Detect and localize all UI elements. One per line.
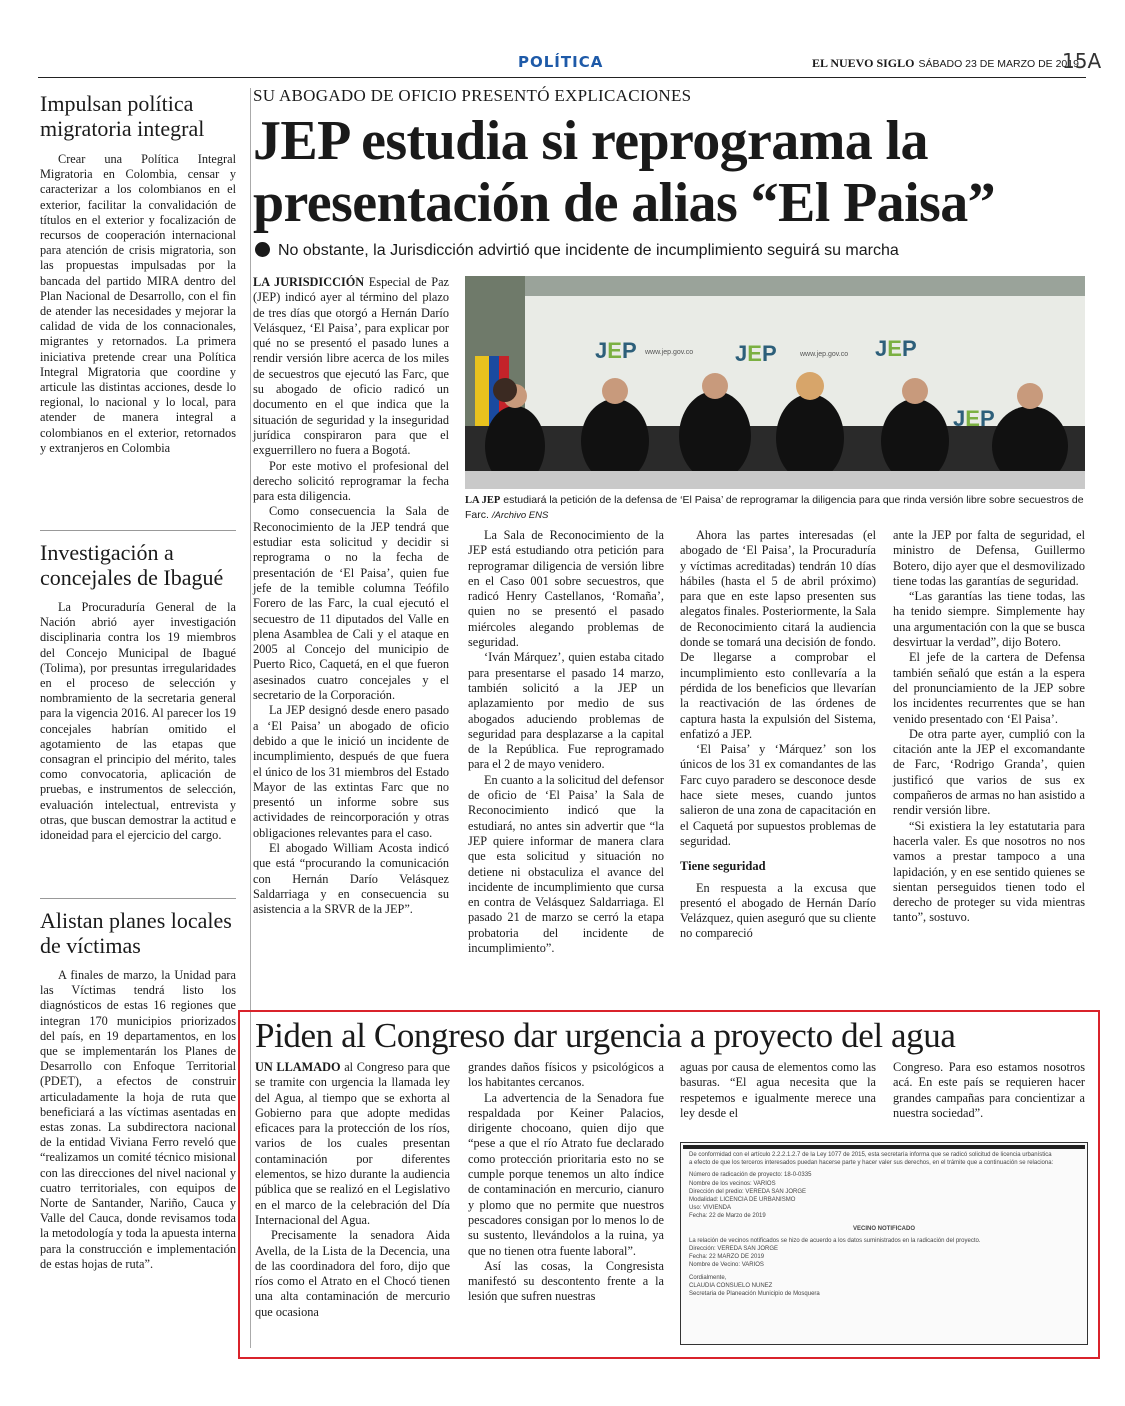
article-column-1 <box>253 275 449 917</box>
svg-text:JEP: JEP <box>953 406 995 431</box>
bullet-icon <box>255 242 270 257</box>
masthead <box>812 56 1079 71</box>
brief-title: Impulsan política migratoria integral <box>40 91 205 141</box>
paragraph: En cuanto a la solicitud del defensor de oficio de ‘El Paisa’ la Sala de Reconocimiento indicó que la estudiará, no antes sin advertir que “la JEP quiere informar de manera clara que esta solicitud y situación no detiene ni obstaculiza el avance del incidente de incumplimiento que cursa en contra de Velásquez Saldarriaga. El pasado 21 de marzo se cerró la etapa probatoria del incidente de incumplimiento”. <box>468 772 664 956</box>
section-label: POLÍTICA <box>518 53 604 71</box>
paragraph: Precisamente la senadora Aida Avella, de la Lista de la Decencia, una de las coordinadora del foro, dijo que ríos como el Atrato en el Chocó tienen una alta contaminación de mercurio que ocasiona <box>255 1228 450 1319</box>
notice-line: Número de radicación de proyecto: 18-0-0335 <box>689 1172 812 1179</box>
paragraph-text: Especial de Paz (JEP) indicó ayer al término del plazo de tres días que otorgó a Hernán Darío Velásquez, ‘El Paisa’, para explicar por qué no se presentó el pasado lunes a rendir versión libre acerca de los miles de secuestros que ejecutó las Farc, que su abogado de oficio radicó un documento en el que indica que la situación de seguridad y la inseguridad jurídica conspiraron para que el exguerrillero no fuera a Bogotá. <box>253 275 449 458</box>
notice-line: La relación de vecinos notificados se hizo de acuerdo a los datos suministrados en la radicación del proyecto. <box>689 1237 981 1244</box>
brief-title: Investigación a concejales de Ibagué <box>40 540 224 590</box>
paragraph: ‘El Paisa’ y ‘Márquez’ son los únicos de los 31 ex comandantes de las Farc cuyo paradero se desconoce desde hace siete meses, cuando juntos salieron de una zona de capacitación en el Caquetá por supuestos problemas de seguridad. <box>680 742 876 848</box>
svg-text:www.jep.gov.co: www.jep.gov.co <box>645 349 694 356</box>
paragraph: El abogado William Acosta indicó que está “procurando la comunicación con Hernán Darío Velásquez Saldarriaga y en consecuencia su asistencia a la SRVR de la JEP”. <box>253 840 449 917</box>
brief-title: Alistan planes locales de víctimas <box>40 908 232 958</box>
paragraph: La Sala de Reconocimiento de la JEP está estudiando otra petición para reprogramar diligencia de versión libre en el Caso 001 sobre secuestros, que radicó Henry Castellanos, ‘Romaña’, quien no se presentó el pasado miércoles alegando problemas de seguridad. <box>468 528 664 650</box>
lead-in: LA JURISDICCIÓN <box>253 275 365 289</box>
paragraph <box>255 1060 450 1228</box>
notice-line: Dirección del predio: VEREDA SAN JORGE <box>689 1188 807 1195</box>
article-column-3 <box>680 528 876 942</box>
notice-line: Cordialmente, <box>689 1274 727 1281</box>
svg-text:JEP: JEP <box>875 336 917 361</box>
notice-line: Nombre de Vecino: VARIOS <box>689 1262 764 1269</box>
notice-line: Dirección: VEREDA SAN JORGE <box>689 1246 779 1253</box>
notice-bar <box>683 1145 1085 1149</box>
paragraph: ‘Iván Márquez’, quien estaba citado para presentarse el pasado 14 marzo, también solicitó a la JEP un aplazamiento por medio de sus abogados aduciendo problemas de seguridad para desplazarse a la capital de la República. Fue reprogramado para el 2 de mayo venidero. <box>468 650 664 772</box>
header-rule <box>38 77 1086 78</box>
paragraph: Así las cosas, la Congresista manifestó su descontento frente a la lesión que sufren nuestras <box>468 1258 664 1304</box>
second-headline: Piden al Congreso dar urgencia a proyecto del agua <box>255 1016 956 1055</box>
notice-line: Fecha: 22 MARZO DE 2019 <box>689 1254 765 1261</box>
caption-lead: LA JEP <box>465 495 501 506</box>
photo-caption <box>465 493 1085 523</box>
notice-line: Uso: VIVIENDA <box>689 1205 732 1212</box>
brief-text: Crear una Política Integral Migratoria en Colombia, censar y caracterizar a los colombianos en el exterior, facilitar la convalidación de títulos en el exterior y focalización de recursos de cooperación internacional para atención de crisis migratoria, son las propuestas impulsadas por la bancada del partido MIRA dentro del Plan Nacional de Desarrollo, con el fin de atender las necesidades y mejorar la calidad de vida de los connacionales, migrantes y retornados. La primera iniciativa pretende crear una Política Integral Migratoria que coordine y articule las distintas acciones, desde lo regional, lo nacional y lo local, para atender de manera integral a colombianos en el exterior, retornados y extranjeros en Colombia <box>40 152 236 455</box>
subheading: Tiene seguridad <box>680 859 766 874</box>
edition-date: SÁBADO 23 DE MARZO DE 2019 <box>918 58 1079 70</box>
paragraph: La JEP designó desde enero pasado a ‘El Paisa’ un abogado de oficio debido a que le inició un incidente de incumplimiento, después de que fuera el único de los 31 miembros del Estado Mayor de las extintas Farc que no presentó un informe sobre sus actividades de reincorporación y otras obligaciones relevantes para el caso. <box>253 703 449 840</box>
paragraph: En respuesta a la excusa que presentó el abogado de Hernán Darío Velázquez, quien aseguró que su cliente no compareció <box>680 880 876 941</box>
article-column-4 <box>893 528 1085 926</box>
page-number: 15A <box>1062 49 1102 73</box>
brief-divider <box>40 898 236 899</box>
paragraph-text: al Congreso para que se tramite con urgencia la llamada ley del Agua, al tiempo que se exhorta al Gobierno para que adopte medidas eficaces para la protección de los ríos, varios de los cuales presentan contaminación por diferentes elementos, se hizo durante la audiencia pública que se realizó en el Legislativo en el marco de la celebración del Día Internacional del Agua. <box>255 1060 450 1227</box>
second-column-1 <box>255 1060 450 1320</box>
paragraph: aguas por causa de elementos como las basuras. “El agua necesita que la respetemos e igualmente merece una ley desde el <box>680 1060 876 1120</box>
lead-in: UN LLAMADO <box>255 1060 341 1074</box>
paragraph: De otra parte ayer, cumplió con la citación ante la JEP el excomandante de Farc, ‘Rodrigo Granda’, quien justificó que varios de sus ex compañeros de armas no han asistido a rendir versión libre. <box>893 726 1085 818</box>
article-column-2 <box>468 528 664 956</box>
notice-line: Modalidad: LICENCIA DE URBANISMO <box>689 1197 796 1204</box>
notice-body <box>681 1151 1087 1298</box>
paragraph <box>253 275 449 459</box>
brief-text: La Procuraduría General de la Nación abrió ayer investigación disciplinaria contra los 19 miembros del Concejo Municipal de Ibagué (Tolima), por presuntas irregularidades en el proceso de selección y nombramiento de la secretaria general para la vigencia 2016. Al parecer los 19 concejales habrían omitido el agotamiento de las etapas que consagran el principio del mérito, tales como convocatoria, aplicación de pruebas, e instrumentos de selección, evaluación intelectual, entrevista y otras, que buscan demostrar la actitud e idoneidad para el ejercicio del cargo. <box>40 600 236 843</box>
headline: JEP estudia si reprograma la presentación de alias “El Paisa” <box>253 110 996 234</box>
svg-text:www.jep.gov.co: www.jep.gov.co <box>800 351 849 358</box>
second-column-4 <box>893 1060 1085 1121</box>
notice-line: Secretaria de Planeación Municipio de Mosquera <box>689 1291 820 1298</box>
notice-line: Fecha: 22 de Marzo de 2019 <box>689 1213 766 1220</box>
photo-illustration <box>465 276 1085 489</box>
notice-line: VECINO NOTIFICADO <box>852 1225 915 1232</box>
kicker: SU ABOGADO DE OFICIO PRESENTÓ EXPLICACIONES <box>253 86 692 105</box>
second-column-3 <box>680 1060 876 1121</box>
paragraph: La advertencia de la Senadora fue respaldada por Keiner Palacios, dirigente chocoano, quien dijo que “pese a que el río Atrato fue declarado como protección prioritaria esto no se cumple porque tenemos un alto índice de contaminación en mercurio, cianuro y plomo que no permite que nuestros pescadores consigan por lo menos lo de su sustento, llevándolos a la ruina, ya que no tienen otra fuente laboral”. <box>468 1090 664 1258</box>
second-column-2 <box>468 1060 664 1305</box>
svg-text:JEP: JEP <box>735 341 777 366</box>
paragraph: “Si existiera la ley estatutaria para hacerla valer. Es que nosotros no nos vamos a prestar tampoco a una lapidación, y en ese sentido quienes se sientan perseguidos tienen todo el derecho de proteger su vida mientras tanto”, sostuvo. <box>893 818 1085 925</box>
brief-text: A finales de marzo, la Unidad para las Víctimas tendrá listo los diagnósticos de estas 16 regiones que integran 170 municipios priorizados del país, en 19 departamentos, en los que se implementarán los Planes de Desarrollo con Enfoque Territorial (PDET), a efectos de construir articuladamente la hoja de ruta que beneficiará a las víctimas asentadas en estas zonas. La subdirectora nacional de la entidad Viviana Ferro reveló que “realizamos un comité técnico misional con las direcciones del nivel nacional y cuatro territoriales, con equipos de Norte de Santander, Nariño, Cauca y Valle del Cauca, donde revisamos toda la metodología y toda la apuesta interna para la construcción e implementación de estas hojas de ruta”. <box>40 968 236 1271</box>
brief-divider <box>40 530 236 531</box>
notice-line: a efecto de que los terceros interesados puedan hacerse parte y hacer valer sus derechos, en el trámite que a continuación se relaciona: <box>689 1160 1054 1167</box>
paragraph: Por este motivo el profesional del derecho solicitó reprogramar la fecha para esta diligencia. <box>253 458 449 504</box>
paper-name: EL NUEVO SIGLO <box>812 56 915 70</box>
photo-credit: /Archivo ENS <box>491 510 549 521</box>
caption-text: estudiará la petición de la defensa de ‘El Paisa’ de reprogramar la diligencia para que rinda versión libre sobre secuestros de Farc. <box>465 494 1084 521</box>
notice-line: Nombre de los vecinos: VARIOS <box>689 1180 776 1187</box>
paragraph: El jefe de la cartera de Defensa también señaló que están a la espera del pronunciamiento de la JEP sobre los incidentes recurrentes que se han venido presentado con ‘El Paisa’. <box>893 650 1085 726</box>
paragraph: “Las garantías las tiene todas, las ha tenido siempre. Simplemente hay una argumentación con la que se busca desvirtuar la verdad”, dijo Botero. <box>893 589 1085 650</box>
deck-text: No obstante, la Jurisdicción advirtió que incidente de incumplimiento seguirá su marcha <box>278 242 899 259</box>
paragraph: Como consecuencia la Sala de Reconocimiento de la JEP tendrá que estudiar esta solicitud y decidir si reprograma o no la fecha de presentación de ‘El Paisa’, quien fue jefe de la temible columna Teófilo Forero de las Farc, la cual ejecutó el secuestro de 11 diputados del Valle en plena Asamblea de Cali y el ataque en 2005 al Concejo del municipio de Puerto Rico, Caquetá, en el que fueron asesinados cuatro concejales y el secretario de la Corporación. <box>253 504 449 703</box>
paragraph: ante la JEP por falta de seguridad, el ministro de Defensa, Guillermo Botero, dijo ayer que el desmovilizado tiene todas las garantías de seguridad. <box>893 528 1085 588</box>
legal-notice <box>680 1142 1088 1345</box>
photo-jep-hearing <box>465 276 1085 489</box>
paragraph: grandes daños físicos y psicológicos a los habitantes cercanos. <box>468 1060 664 1090</box>
notice-line: De conformidad con el artículo 2.2.2.1.2.7 de la Ley 1077 de 2015, esta secretaría informa que se radicó solicitud de licencia urbanística <box>689 1152 1052 1158</box>
deck <box>255 242 899 260</box>
svg-text:JEP: JEP <box>595 338 637 363</box>
paragraph: Ahora las partes interesadas (el abogado de ‘El Paisa’, la Procuraduría y víctimas acreditadas) tendrán 10 días hábiles (hasta el 5 de abril próximo) para que en este lapso presenten sus alegatos finales. Posteriormente, la Sala de Reconocimiento citará la audiencia donde se tomará una decisión de fondo. De llegarse a comprobar el incumplimiento esto conllevaría a la pérdida de los beneficios que llevarían la reactivación de las órdenes de captura hasta la expulsión del Sistema, enfatizó a JEP. <box>680 528 877 741</box>
notice-line: CLAUDIA CONSUELO NÚÑEZ <box>689 1282 773 1289</box>
paragraph: Congreso. Para eso estamos nosotros acá. En este país se requieren hacer grandes campañas para concientizar a nuestra sociedad”. <box>893 1060 1085 1120</box>
